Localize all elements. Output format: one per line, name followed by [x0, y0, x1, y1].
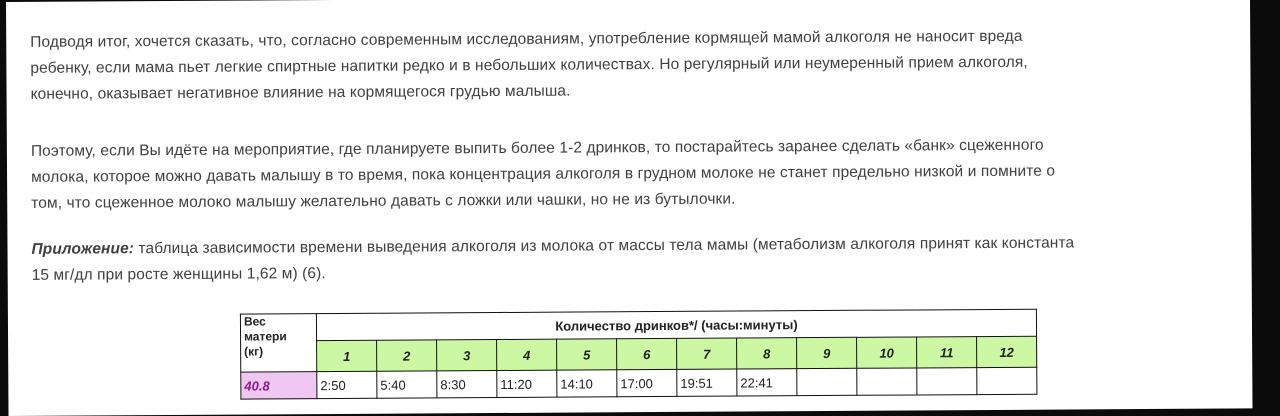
text-line: 15 мг/дл при росте женщины 1,62 м) (6). [31, 265, 326, 284]
time-cell [917, 368, 977, 395]
appendix-label: Приложение: [31, 240, 135, 258]
text-line: том, что сцеженное молоко малышу желательно давать с ложки или чашки, но не из бутылочки. [31, 190, 736, 212]
paragraph-advice [31, 131, 1253, 217]
drink-count-header: 5 [557, 339, 617, 370]
time-cell: 2:50 [317, 371, 377, 398]
time-cell: 5:40 [377, 371, 437, 398]
text-line: Поэтому, если Вы идёте на мероприятие, где планируете выпить более 1-2 дринков, то постарайтесь заранее сделать «банк» сцеженного [30, 136, 1044, 160]
weight-header [240, 314, 316, 372]
time-cell: 11:20 [497, 370, 557, 397]
time-cell: 17:00 [617, 369, 677, 396]
weight-cell: 40.8 [241, 372, 317, 399]
alcohol-table [240, 309, 1038, 400]
text-line: конечно, оказывает негативное влияние на кормящегося грудью малыша. [30, 82, 571, 103]
table-row [241, 367, 1037, 399]
time-cell: 19:51 [677, 369, 737, 396]
weight-header-line: Вес [243, 314, 266, 329]
drink-count-header: 2 [377, 340, 437, 371]
drinks-header: Количество дринков*/ (часы:минуты) [316, 309, 1036, 340]
text-line: Подводя итог, хочется сказать, что, согласно современным исследованиям, употребление кормящей мамой алкоголя не наносит вреда [30, 27, 1023, 51]
scanned-page [6, 0, 1253, 416]
drink-count-header: 11 [917, 337, 977, 368]
text-line: молока, которое можно давать малышу в то время, пока концентрация алкоголя в грудном молоке не станет предельно низкой и помните о [31, 162, 1056, 186]
weight-header-line: (кг) [244, 344, 264, 359]
drink-count-header: 4 [497, 339, 557, 370]
drink-count-header: 8 [737, 338, 797, 369]
appendix-text: таблица зависимости времени выведения алкоголя из молока от массы тела мамы (метаболизм алкоголя принят как константа [133, 234, 1075, 258]
time-cell [857, 368, 917, 395]
drink-count-header: 6 [617, 338, 677, 369]
paragraph-appendix [31, 229, 1252, 289]
weight-header-line: матери [244, 329, 287, 344]
time-cell: 22:41 [737, 369, 797, 396]
time-cell [797, 368, 857, 395]
drink-count-header: 1 [317, 340, 377, 371]
drink-count-header: 7 [677, 338, 737, 369]
drink-count-header: 3 [437, 340, 497, 371]
drink-count-header: 9 [797, 337, 857, 368]
drink-count-header: 10 [857, 337, 917, 368]
time-cell: 8:30 [437, 371, 497, 398]
time-cell [977, 367, 1037, 394]
time-cell: 14:10 [557, 370, 617, 397]
text-line: ребенку, если мама пьет легкие спиртные напитки редко и в небольших количествах. Но регулярный или неумеренный прием алкоголя, [30, 53, 1028, 77]
drink-count-header: 12 [977, 336, 1037, 367]
paragraph-summary [30, 22, 1252, 108]
